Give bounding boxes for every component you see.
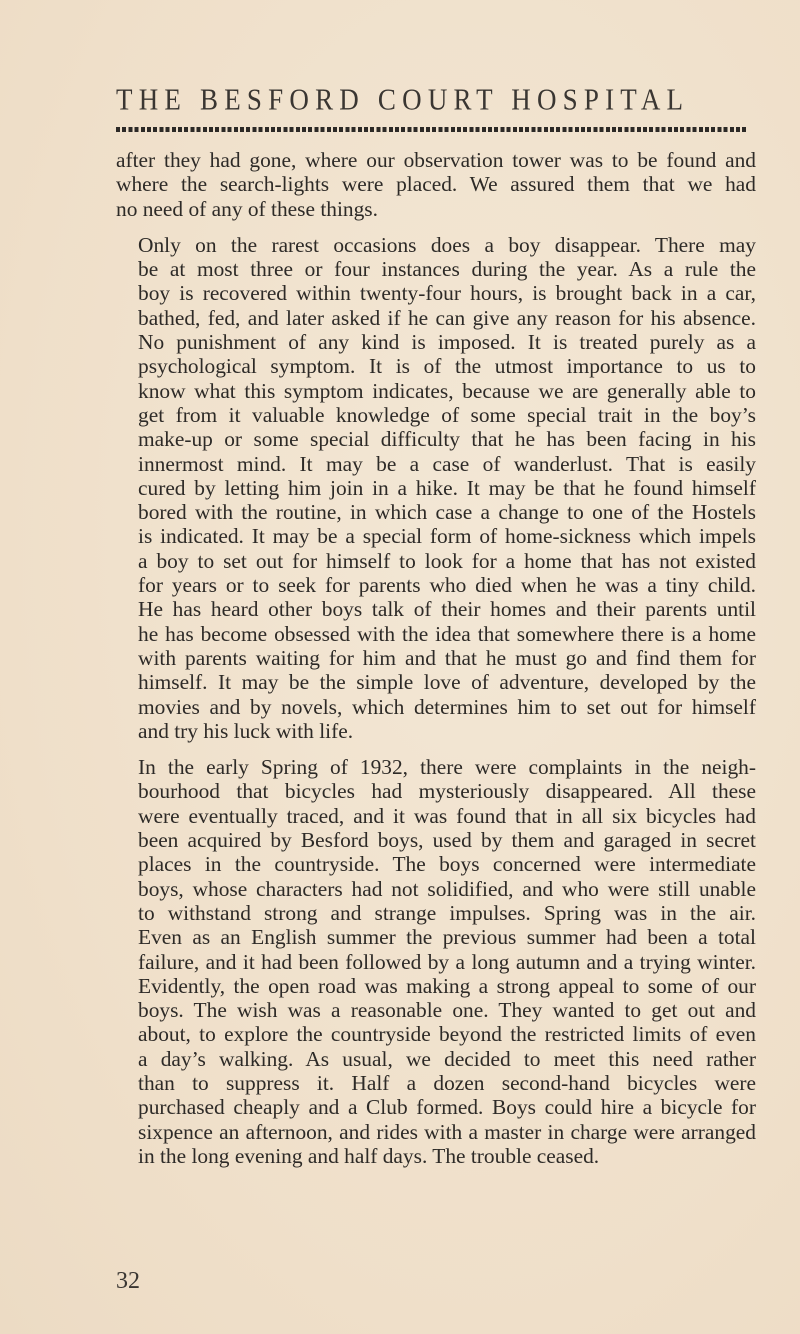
text-line: after they had gone, where our observation tower was to be found and [116, 148, 756, 172]
text-line: bourhood that bicycles had mysteriously disappeared. All these [138, 779, 756, 804]
body-text [116, 148, 756, 1168]
text-line: Even as an English summer the previous summer had been a total [138, 925, 756, 950]
decorative-dotted-rule [116, 127, 748, 132]
paragraph-3 [116, 755, 756, 1168]
text-line: sixpence an afternoon, and rides with a master in charge were arranged [138, 1119, 756, 1144]
text-line: to withstand strong and strange impulses. Spring was in the air. [138, 900, 756, 925]
text-line: No punishment of any kind is imposed. It is treated purely as a [138, 330, 756, 355]
text-line: be at most three or four instances during the year. As a rule the [138, 257, 756, 282]
text-line: know what this symptom indicates, because we are generally able to [138, 378, 756, 403]
text-line: make-up or some special difficulty that he has been facing in his [138, 427, 756, 452]
running-head: THE BESFORD COURT HOSPITAL [116, 82, 690, 117]
text-line: where the search-lights were placed. We assured them that we had [116, 172, 756, 197]
text-line: bathed, fed, and later asked if he can give any reason for his absence. [138, 305, 756, 330]
text-line: cured by letting him join in a hike. It may be that he found himself [138, 475, 756, 500]
text-line: for years or to seek for parents who died when he was a tiny child. [138, 573, 756, 598]
text-line: a boy to set out for himself to look for a home that has not existed [138, 548, 756, 573]
text-line: innermost mind. It may be a case of wanderlust. That is easily [138, 451, 756, 476]
text-line: been acquired by Besford boys, used by them and garaged in secret [138, 828, 756, 853]
text-line: than to suppress it. Half a dozen second-hand bicycles were [138, 1070, 756, 1095]
text-line: bored with the routine, in which case a change to one of the Hostels [138, 500, 756, 525]
text-line: he has become obsessed with the idea that somewhere there is a home [138, 621, 756, 646]
text-line: is indicated. It may be a special form of home-sickness which impels [138, 524, 756, 549]
paragraph-2 [116, 233, 756, 743]
text-line: no need of any of these things. [116, 196, 378, 221]
text-line: purchased cheaply and a Club formed. Boys could hire a bicycle for [138, 1095, 756, 1120]
text-line: about, to explore the countryside beyond the restricted limits of even [138, 1022, 756, 1047]
text-line: get from it valuable knowledge of some special trait in the boy’s [138, 402, 756, 427]
text-line: with parents waiting for him and that he must go and find them for [138, 645, 756, 670]
page-number: 32 [116, 1268, 140, 1294]
text-line: were eventually traced, and it was found that in all six bicycles had [138, 803, 756, 828]
text-line: a day’s walking. As usual, we decided to meet this need rather [138, 1046, 756, 1071]
text-line: boys. The wish was a reasonable one. They wanted to get out and [138, 998, 756, 1023]
text-line: In the early Spring of 1932, there were complaints in the neigh- [138, 755, 756, 780]
text-line: places in the countryside. The boys concerned were intermediate [138, 852, 756, 877]
text-line: boys, whose characters had not solidified, and who were still unable [138, 876, 756, 901]
text-line: failure, and it had been followed by a long autumn and a trying winter. [138, 949, 756, 974]
text-line: movies and by novels, which determines him to set out for himself [138, 694, 756, 719]
text-line: and try his luck with life. [138, 718, 354, 743]
text-line: in the long evening and half days. The trouble ceased. [138, 1143, 600, 1168]
text-line: He has heard other boys talk of their homes and their parents until [138, 597, 756, 622]
paragraph-1 [116, 148, 756, 221]
text-line: boy is recovered within twenty-four hours, is brought back in a car, [138, 281, 756, 306]
text-line: himself. It may be the simple love of adventure, developed by the [138, 670, 756, 695]
text-line: psychological symptom. It is of the utmost importance to us to [138, 354, 756, 379]
text-line: Evidently, the open road was making a strong appeal to some of our [138, 973, 756, 998]
text-line: Only on the rarest occasions does a boy disappear. There may [138, 232, 756, 257]
